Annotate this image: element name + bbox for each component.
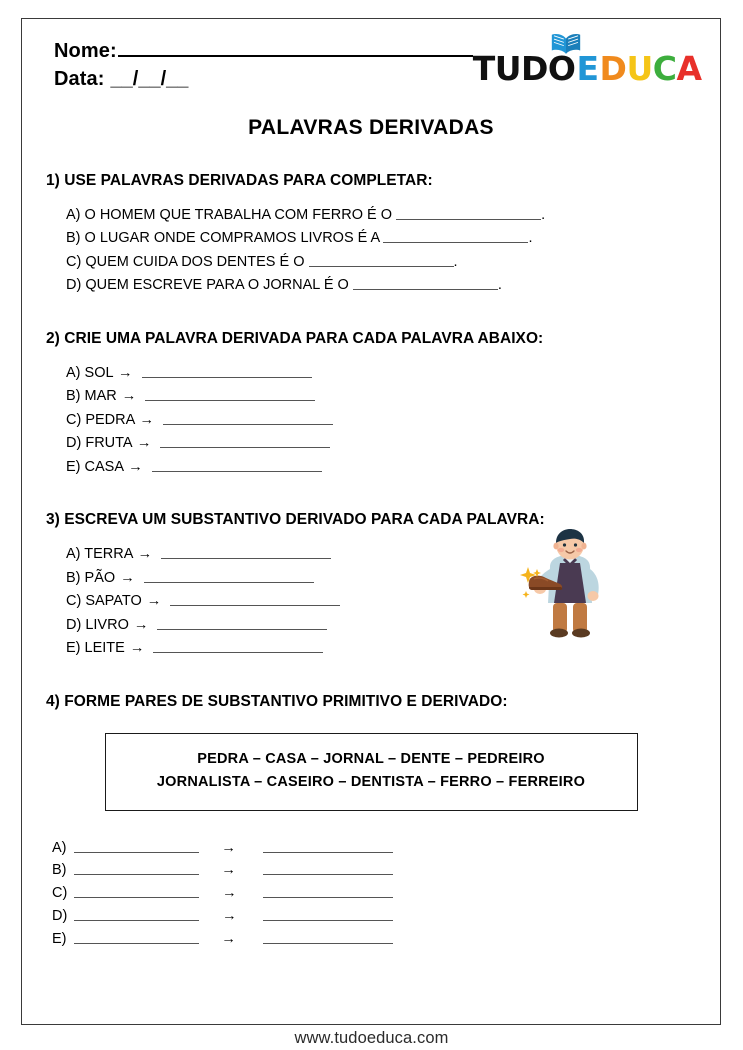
item-tail: . [541,206,546,223]
primitive-blank[interactable] [74,931,199,944]
worksheet-content [22,19,720,1024]
item-label: C) [52,885,68,902]
answer-blank[interactable] [170,593,340,606]
question-1-item-c [66,251,702,274]
item-text: O HOMEM QUE TRABALHA COM FERRO É O [84,206,393,223]
derived-blank[interactable] [263,862,393,875]
item-word: SOL [84,364,114,381]
arrow-icon: → [222,908,237,925]
derived-blank[interactable] [263,840,393,853]
item-tail: . [453,253,458,270]
word-bank-line-1: PEDRA – CASA – JORNAL – DENTE – PEDREIRO [197,750,545,767]
primitive-blank[interactable] [74,862,199,875]
question-1-items [40,204,702,298]
item-label: C) [66,593,82,610]
answer-blank[interactable] [383,230,528,243]
item-label: B) [66,569,81,586]
arrow-icon: → [146,593,162,610]
item-text: QUEM CUIDA DOS DENTES É O [85,253,305,270]
pair-row-d [52,905,702,928]
arrow-icon: → [221,839,236,856]
tudoeduca-logo [472,39,702,88]
answer-blank[interactable] [309,254,454,267]
item-word: LEITE [84,640,125,657]
item-label: D) [66,277,82,294]
answer-blank[interactable] [157,617,327,630]
question-4-pairs [40,837,702,952]
question-2-item-d [66,432,702,455]
word-bank-box [105,733,638,811]
arrow-icon: → [221,862,236,879]
item-label: A) [66,546,81,563]
answer-blank[interactable] [163,412,333,425]
date-field-row [54,65,473,93]
logo-letter-u: U [626,49,653,88]
question-2-heading: 2) CRIE UMA PALAVRA DERIVADA PARA CADA PALAVRA ABAIXO: [46,329,544,347]
answer-blank[interactable] [153,640,323,653]
item-word: MAR [84,388,117,405]
arrow-icon: → [128,458,143,475]
derived-blank[interactable] [263,908,393,921]
pair-row-a [52,837,702,860]
question-3-heading: 3) ESCREVA UM SUBSTANTIVO DERIVADO PARA CADA PALAVRA: [46,511,545,529]
item-word: PEDRA [85,411,135,428]
item-label: E) [52,931,67,948]
item-word: SAPATO [85,593,142,610]
item-text: QUEM ESCREVE PARA O JORNAL É O [85,277,349,294]
arrow-icon: → [120,569,135,586]
question-1-item-b [66,227,702,250]
answer-blank[interactable] [142,365,312,378]
answer-blank[interactable] [152,459,322,472]
question-1-item-a [66,204,702,227]
date-label: Data: [54,68,105,91]
worksheet-header [40,33,702,94]
question-2-item-c [66,409,702,432]
arrow-icon: → [222,885,237,902]
answer-blank[interactable] [145,388,315,401]
logo-letter-c: C [652,49,677,88]
logo-letter-d: D [599,49,627,88]
arrow-icon: → [221,931,236,948]
item-label: A) [52,839,67,856]
question-2-item-e [66,456,702,479]
logo-letter-a: A [676,49,702,88]
item-label: E) [66,458,81,475]
item-text: O LUGAR ONDE COMPRAMOS LIVROS É A [84,230,380,247]
item-tail: . [497,277,502,294]
item-tail: . [528,230,533,247]
question-2-item-a [66,362,702,385]
worksheet-page [21,18,721,1025]
item-word: FRUTA [85,435,132,452]
arrow-icon: → [121,388,137,405]
pair-row-b [52,859,702,882]
logo-wordmark [472,49,702,88]
answer-blank[interactable] [160,435,330,448]
question-2-items [40,362,702,479]
item-label: D) [52,908,68,925]
item-label: A) [66,364,81,381]
name-label: Nome: [54,40,117,62]
question-3-section [40,543,702,660]
primitive-blank[interactable] [74,908,199,921]
item-label: D) [66,435,82,452]
logo-letter-e: E [576,49,599,88]
shoemaker-illustration [520,529,620,639]
item-label: B) [52,862,67,879]
answer-blank[interactable] [396,207,541,220]
primitive-blank[interactable] [74,840,199,853]
answer-blank[interactable] [144,570,314,583]
name-field-row [54,37,473,65]
logo-text-tudo: TUDO [472,49,576,88]
derived-blank[interactable] [263,885,393,898]
arrow-icon: → [139,411,155,428]
item-word: TERRA [84,546,133,563]
question-2-item-b [66,385,702,408]
arrow-icon: → [129,640,145,657]
item-label: C) [66,253,82,270]
item-label: D) [66,616,82,633]
name-write-line[interactable] [118,40,473,57]
derived-blank[interactable] [263,931,393,944]
question-1-heading: 1) USE PALAVRAS DERIVADAS PARA COMPLETAR: [46,171,433,189]
question-1-item-d [66,274,702,297]
pair-row-e [52,928,702,951]
word-bank-line-2: JORNALISTA – CASEIRO – DENTISTA – FERRO – FERREIRO [156,774,586,791]
question-4-heading: 4) FORME PARES DE SUBSTANTIVO PRIMITIVO E DERIVADO: [46,692,508,710]
footer-url: www.tudoeduca.com [294,1029,449,1047]
item-label: B) [66,230,81,247]
item-word: LIVRO [85,616,129,633]
date-write-line[interactable]: __/__/__ [110,68,189,91]
item-word: CASA [84,458,124,475]
pair-row-c [52,882,702,905]
arrow-icon: → [133,616,149,633]
item-label: E) [66,640,81,657]
arrow-icon: → [136,435,152,452]
item-label: B) [66,388,81,405]
page-title: PALAVRAS DERIVADAS [248,115,494,139]
answer-blank[interactable] [161,546,331,559]
student-fields [40,33,473,94]
item-word: PÃO [84,569,116,586]
item-label: A) [66,206,81,223]
question-3-item-e [66,637,702,660]
answer-blank[interactable] [353,277,498,290]
arrow-icon: → [137,546,153,563]
primitive-blank[interactable] [74,885,199,898]
arrow-icon: → [118,364,133,381]
item-label: C) [66,411,82,428]
